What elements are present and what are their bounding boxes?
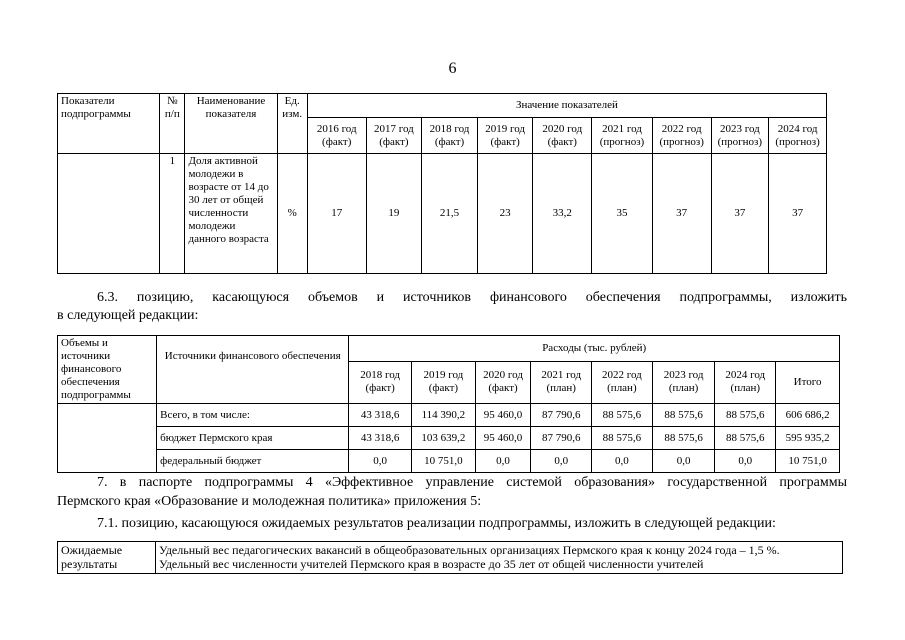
- header-values: Значение показателей: [307, 94, 826, 118]
- results-line: Удельный вес педагогических вакансий в общеобразовательных организациях Пермского края к концу 2024 года – 1,5 %.: [159, 543, 780, 557]
- year-header: 2024 год (прогноз): [769, 118, 827, 154]
- value-cell: 0,0: [715, 450, 776, 473]
- year-header: 2021 год (план): [531, 361, 592, 403]
- header-volumes: Объемы и источники финансового обеспечения подпрограммы: [58, 336, 157, 404]
- year-header: 2022 год (план): [592, 361, 653, 403]
- row-label: федеральный бюджет: [157, 450, 349, 473]
- year-header: 2018 год (факт): [422, 118, 478, 154]
- year-header: 2019 год (факт): [477, 118, 533, 154]
- table-row: [58, 404, 840, 427]
- value-cell: 10 751,0: [776, 450, 840, 473]
- value-cell: 88 575,6: [592, 404, 653, 427]
- value-cell: 0,0: [652, 450, 715, 473]
- value-cell: 37: [652, 154, 711, 274]
- value-cell: 0,0: [531, 450, 592, 473]
- value-cell: 595 935,2: [776, 427, 840, 450]
- value-cell: 606 686,2: [776, 404, 840, 427]
- value-cell: 10 751,0: [412, 450, 476, 473]
- value-cell: 0,0: [592, 450, 653, 473]
- value-cell: 43 318,6: [349, 404, 412, 427]
- value-cell: 87 790,6: [531, 404, 592, 427]
- results-label: Ожидаемые результаты: [58, 542, 156, 574]
- value-cell: 95 460,0: [475, 404, 531, 427]
- header-unit: Ед. изм.: [277, 94, 307, 154]
- table-row: [58, 427, 840, 450]
- header-sources: Источники финансового обеспечения: [157, 336, 349, 404]
- year-header: 2020 год (факт): [533, 118, 592, 154]
- table-row: [58, 450, 840, 473]
- paragraph-7-cont: Пермского края «Образование и молодежная политика» приложения 5:: [57, 494, 482, 509]
- empty-cell: [58, 154, 160, 274]
- row-label: Всего, в том числе:: [157, 404, 349, 427]
- page-number: 6: [448, 60, 457, 77]
- value-cell: 88 575,6: [652, 427, 715, 450]
- year-header: 2020 год (факт): [475, 361, 531, 403]
- value-cell: 0,0: [349, 450, 412, 473]
- total-header: Итого: [776, 361, 840, 403]
- value-cell: 43 318,6: [349, 427, 412, 450]
- year-header: 2024 год (план): [715, 361, 776, 403]
- year-header: 2018 год (факт): [349, 361, 412, 403]
- header-num: № п/п: [160, 94, 185, 154]
- header-subprogram: Показатели подпрограммы: [58, 94, 160, 154]
- indicator-name: Доля активной молодежи в возрасте от 14 до 30 лет от общей численности молодежи данного возраста: [185, 154, 277, 274]
- header-name: Наименование показателя: [185, 94, 277, 154]
- row-num: 1: [160, 154, 185, 274]
- table-row: [58, 154, 827, 274]
- indicator-unit: %: [277, 154, 307, 274]
- paragraph-6-3-cont: в следующей редакции:: [57, 308, 199, 323]
- value-cell: 88 575,6: [715, 404, 776, 427]
- value-cell: 35: [592, 154, 653, 274]
- row-label: бюджет Пермского края: [157, 427, 349, 450]
- value-cell: 19: [366, 154, 422, 274]
- value-cell: 87 790,6: [531, 427, 592, 450]
- paragraph-7: 7. в паспорте подпрограммы 4 «Эффективное управление системой образования» государственной программы: [97, 475, 847, 490]
- table-row: [58, 542, 843, 574]
- indicators-table: [57, 93, 827, 274]
- value-cell: 33,2: [533, 154, 592, 274]
- year-header: 2021 год (прогноз): [592, 118, 653, 154]
- value-cell: 95 460,0: [475, 427, 531, 450]
- year-header: 2016 год (факт): [307, 118, 366, 154]
- results-text: [156, 542, 843, 574]
- year-header: 2022 год (прогноз): [652, 118, 711, 154]
- value-cell: 88 575,6: [652, 404, 715, 427]
- year-header: 2019 год (факт): [412, 361, 476, 403]
- value-cell: 37: [711, 154, 769, 274]
- paragraph-7-1: 7.1. позицию, касающуюся ожидаемых результатов реализации подпрограммы, изложить в следующей редакции:: [97, 516, 776, 531]
- value-cell: 23: [477, 154, 533, 274]
- value-cell: 103 639,2: [412, 427, 476, 450]
- value-cell: 88 575,6: [592, 427, 653, 450]
- value-cell: 37: [769, 154, 827, 274]
- empty-cell: [58, 404, 157, 473]
- year-header: 2023 год (прогноз): [711, 118, 769, 154]
- year-header: 2023 год (план): [652, 361, 715, 403]
- financing-table: [57, 335, 840, 473]
- value-cell: 21,5: [422, 154, 478, 274]
- value-cell: 17: [307, 154, 366, 274]
- expected-results-table: [57, 541, 843, 574]
- value-cell: 0,0: [475, 450, 531, 473]
- value-cell: 114 390,2: [412, 404, 476, 427]
- header-expenses: Расходы (тыс. рублей): [349, 336, 840, 362]
- results-line: Удельный вес численности учителей Пермского края в возрасте до 35 лет от общей численности учителей: [159, 557, 704, 571]
- paragraph-6-3: 6.3. позицию, касающуюся объемов и источников финансового обеспечения подпрограммы, изложить: [97, 290, 847, 305]
- year-header: 2017 год (факт): [366, 118, 422, 154]
- value-cell: 88 575,6: [715, 427, 776, 450]
